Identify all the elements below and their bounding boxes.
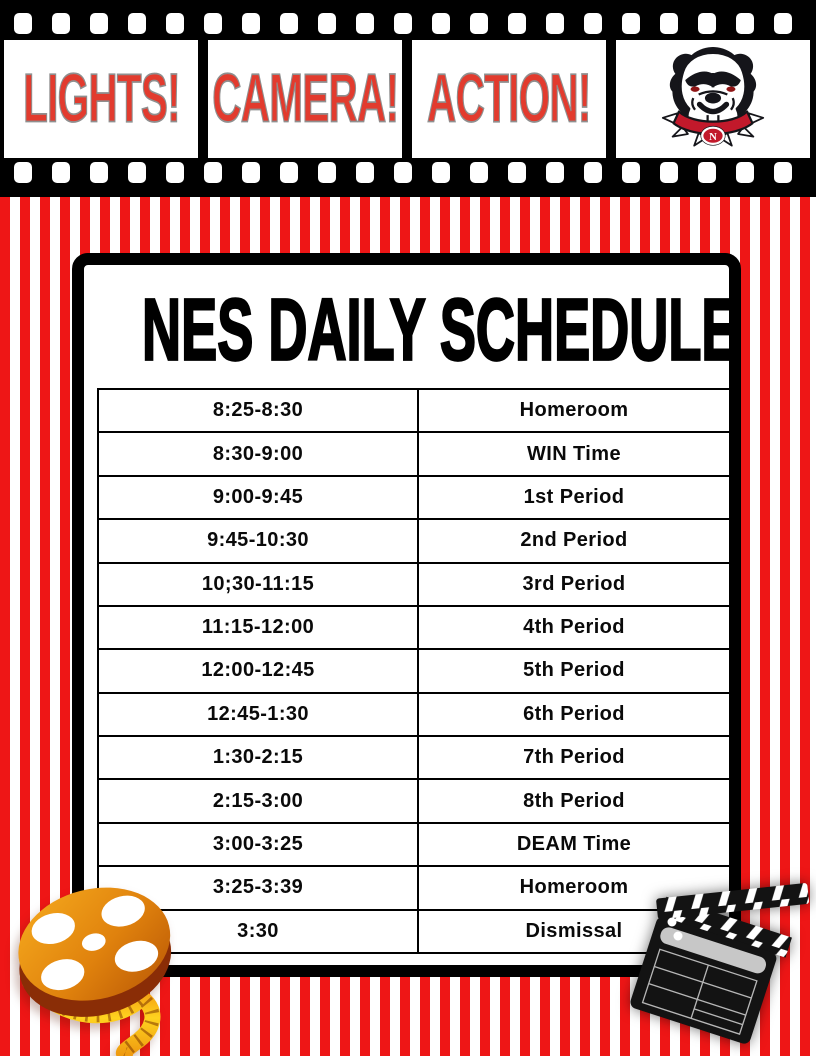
sprocket-hole (508, 162, 526, 183)
bulldog-logo-icon (659, 47, 767, 151)
time-cell: 10;30-11:15 (98, 563, 418, 606)
sprocket-hole (128, 13, 146, 34)
time-cell: 8:25-8:30 (98, 389, 418, 432)
time-cell: 2:15-3:00 (98, 779, 418, 822)
time-cell: 8:30-9:00 (98, 432, 418, 475)
filmstrip-banner (0, 0, 816, 197)
sprocket-hole (774, 162, 792, 183)
schedule-row (98, 389, 730, 432)
sprocket-hole (432, 162, 450, 183)
activity-cell: Dismissal (418, 910, 730, 954)
sprocket-hole (204, 162, 222, 183)
sprocket-hole (128, 162, 146, 183)
sprocket-hole (508, 13, 526, 34)
time-cell: 11:15-12:00 (98, 606, 418, 649)
time-cell: 9:00-9:45 (98, 476, 418, 519)
sprocket-hole (774, 13, 792, 34)
schedule-row (98, 476, 730, 519)
sprocket-hole (432, 13, 450, 34)
activity-cell: 6th Period (418, 693, 730, 736)
sprocket-hole (14, 162, 32, 183)
sprocket-hole (698, 162, 716, 183)
sprocket-hole (584, 13, 602, 34)
sprocket-hole (470, 162, 488, 183)
sprocket-hole (90, 162, 108, 183)
sprocket-hole (546, 162, 564, 183)
sprocket-hole (622, 162, 640, 183)
time-cell: 3:30 (98, 910, 418, 954)
sprocket-hole (546, 13, 564, 34)
schedule-row (98, 432, 730, 475)
schedule-row (98, 736, 730, 779)
sprocket-hole (318, 162, 336, 183)
filmstrip-sprockets-bottom (14, 162, 792, 183)
schedule-row (98, 779, 730, 822)
sprocket-hole (14, 13, 32, 34)
activity-cell: 8th Period (418, 779, 730, 822)
activity-cell: 3rd Period (418, 563, 730, 606)
film-reel-icon (0, 872, 200, 1056)
schedule-row (98, 693, 730, 736)
time-cell: 9:45-10:30 (98, 519, 418, 562)
lights-label: LIGHTS! (22, 60, 180, 138)
sprocket-hole (736, 162, 754, 183)
schedule-row (98, 649, 730, 692)
time-cell: 1:30-2:15 (98, 736, 418, 779)
sprocket-hole (698, 13, 716, 34)
schedule-row (98, 519, 730, 562)
sprocket-hole (356, 162, 374, 183)
activity-cell: 7th Period (418, 736, 730, 779)
schedule-row (98, 606, 730, 649)
sprocket-hole (394, 13, 412, 34)
sprocket-hole (242, 13, 260, 34)
sprocket-hole (660, 13, 678, 34)
filmstrip-frame-logo (616, 40, 810, 158)
filmstrip-sprockets-top (14, 13, 792, 34)
time-cell: 3:00-3:25 (98, 823, 418, 866)
activity-cell: 1st Period (418, 476, 730, 519)
sprocket-hole (280, 13, 298, 34)
action-label: ACTION! (427, 60, 591, 138)
sprocket-hole (52, 162, 70, 183)
sprocket-hole (90, 13, 108, 34)
filmstrip-frame-action (412, 40, 606, 158)
sprocket-hole (280, 162, 298, 183)
sprocket-hole (356, 13, 374, 34)
activity-cell: DEAM Time (418, 823, 730, 866)
sprocket-hole (166, 162, 184, 183)
time-cell: 3:25-3:39 (98, 866, 418, 909)
sprocket-hole (166, 13, 184, 34)
filmstrip-frame-lights (4, 40, 198, 158)
activity-cell: Homeroom (418, 866, 730, 909)
sprocket-hole (736, 13, 754, 34)
logo-letter: N (709, 131, 717, 144)
sprocket-hole (52, 13, 70, 34)
activity-cell: 5th Period (418, 649, 730, 692)
sprocket-hole (242, 162, 260, 183)
sprocket-hole (204, 13, 222, 34)
sprocket-hole (318, 13, 336, 34)
sprocket-hole (660, 162, 678, 183)
page-title: NES DAILY SCHEDULE (142, 280, 738, 378)
filmstrip-frame-camera (208, 40, 402, 158)
time-cell: 12:45-1:30 (98, 693, 418, 736)
sprocket-hole (622, 13, 640, 34)
time-cell: 12:00-12:45 (98, 649, 418, 692)
sprocket-hole (394, 162, 412, 183)
clapperboard-icon (636, 840, 814, 1056)
sprocket-hole (470, 13, 488, 34)
activity-cell: 4th Period (418, 606, 730, 649)
activity-cell: WIN Time (418, 432, 730, 475)
sprocket-hole (584, 162, 602, 183)
schedule-row (98, 563, 730, 606)
activity-cell: 2nd Period (418, 519, 730, 562)
camera-label: CAMERA! (211, 60, 399, 138)
activity-cell: Homeroom (418, 389, 730, 432)
